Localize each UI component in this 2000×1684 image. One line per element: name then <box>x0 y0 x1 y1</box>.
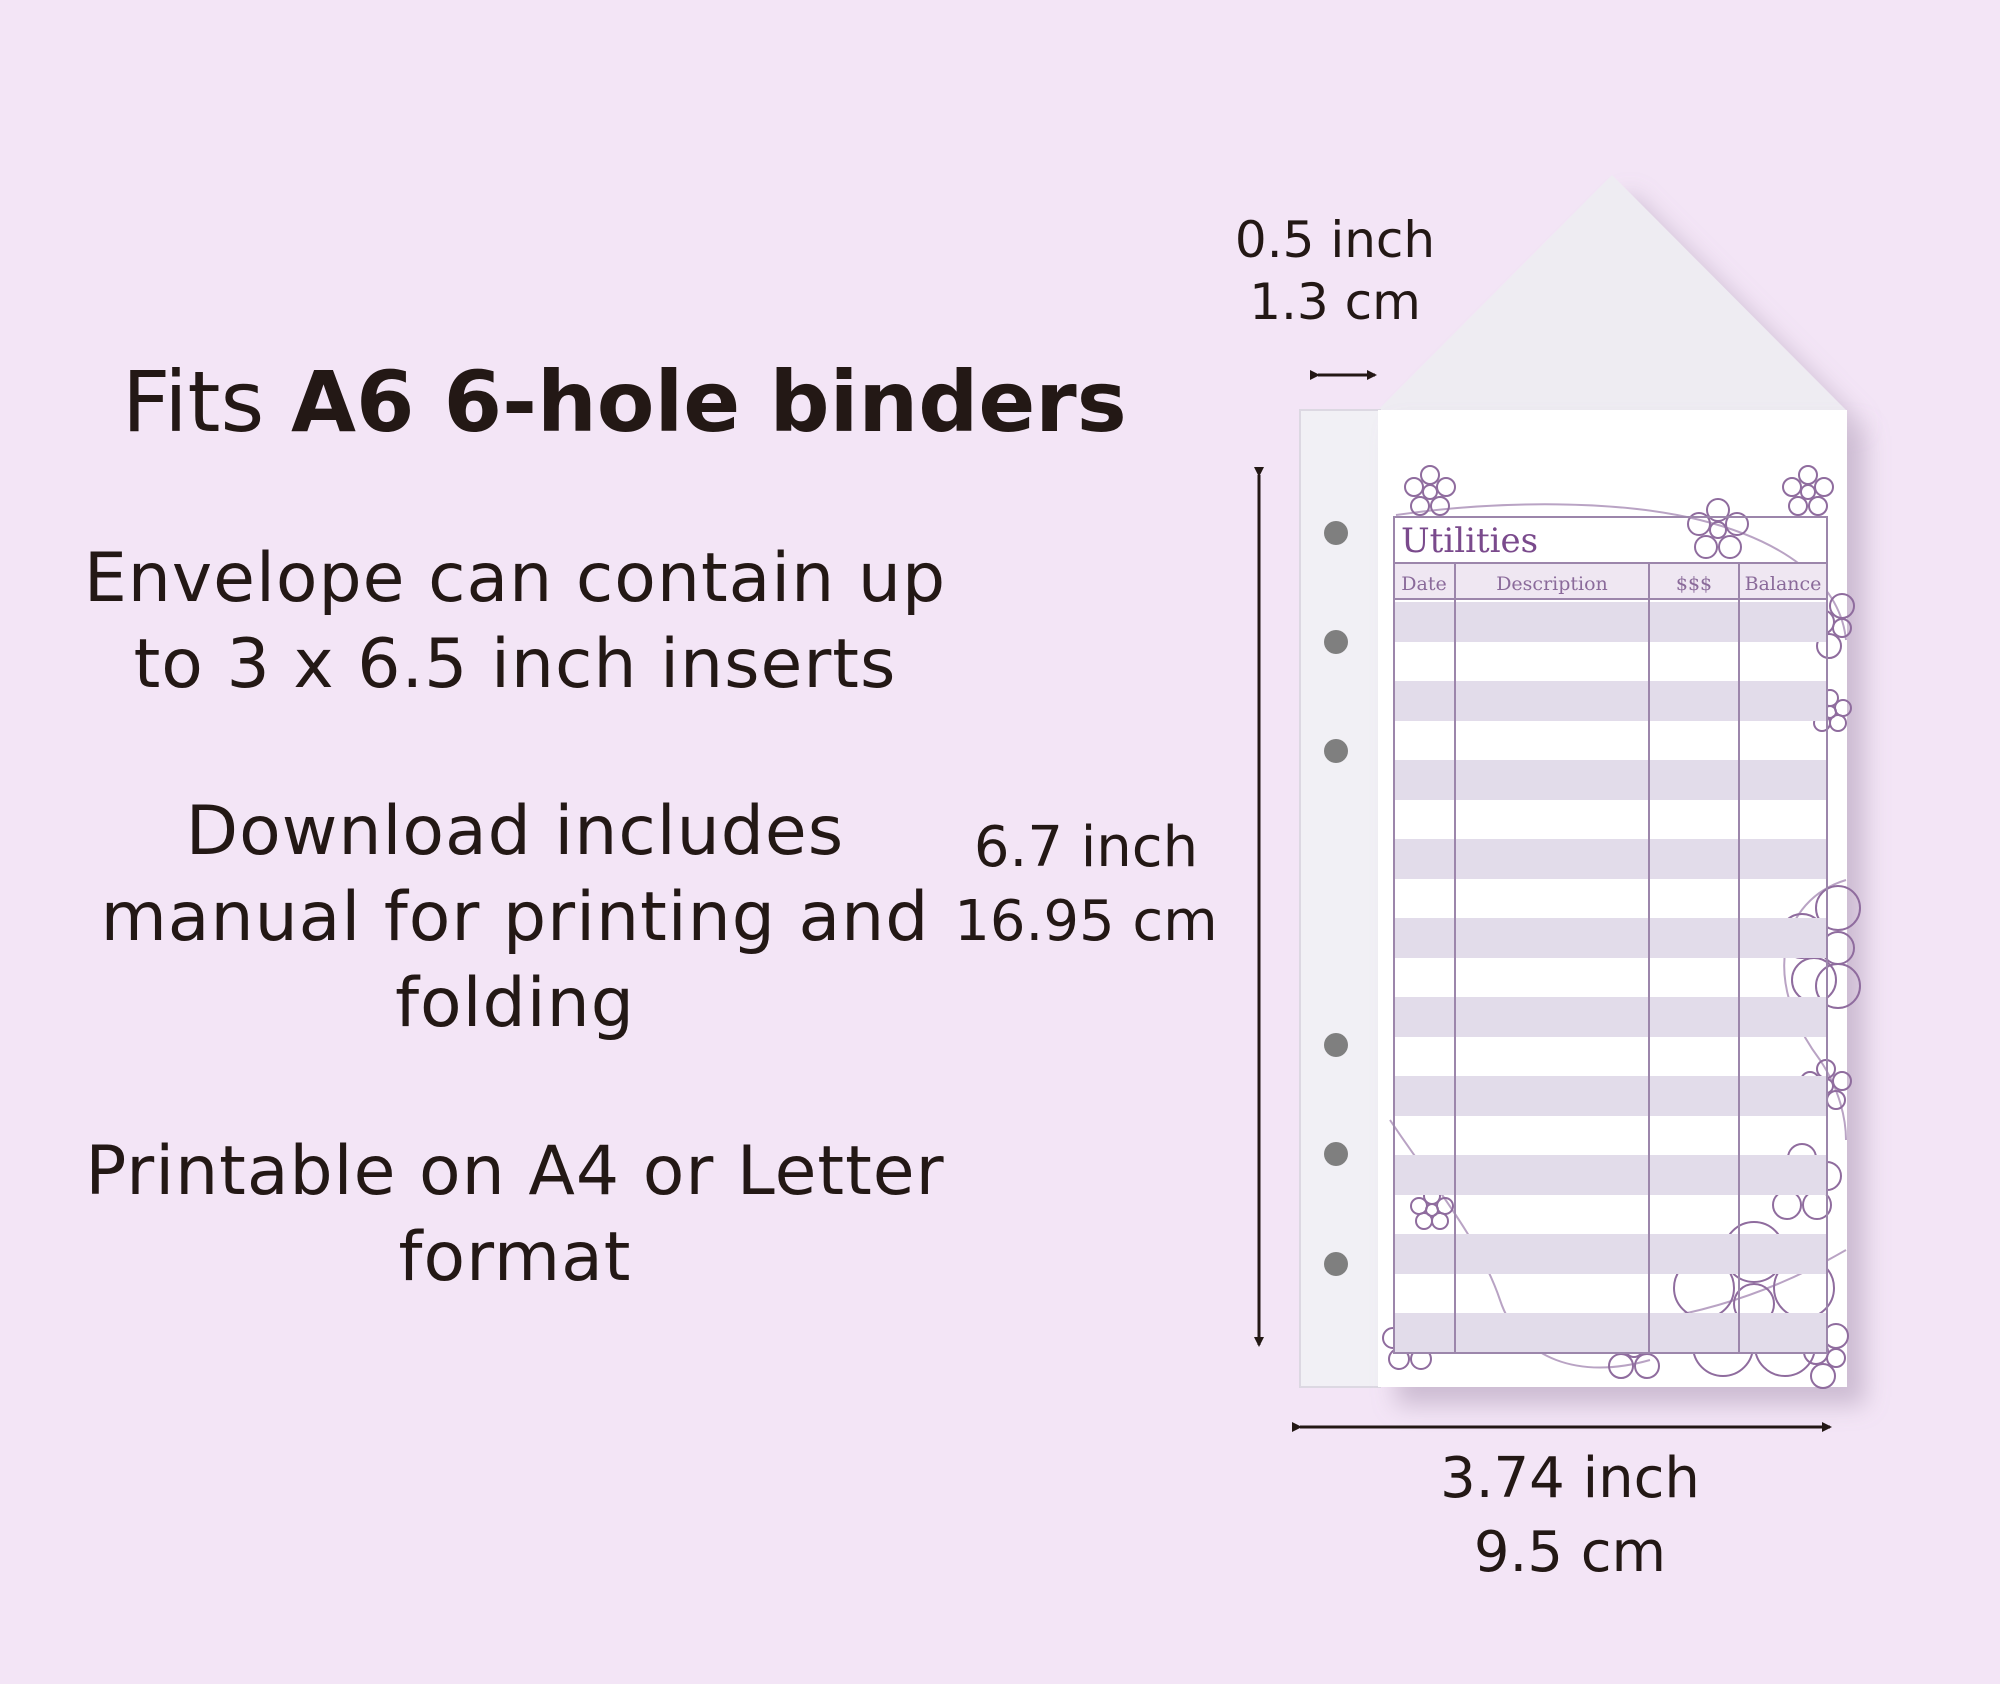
table-stripe <box>1394 1076 1827 1116</box>
punch-hole <box>1324 739 1348 763</box>
envelope-flap <box>1378 175 1846 410</box>
insert-title: Utilities <box>1401 521 1539 561</box>
feature-line: Envelope can contain up <box>83 539 947 618</box>
table-stripe <box>1394 681 1827 721</box>
column-header-date: Date <box>1401 573 1447 595</box>
tab-dimension-inch: 0.5 inch <box>1234 211 1436 269</box>
column-header-description: Description <box>1496 573 1608 595</box>
headline-bold: A6 6-hole binders <box>290 353 1127 451</box>
feature-line: manual for printing and <box>100 878 930 957</box>
punch-hole <box>1324 1142 1348 1166</box>
punch-hole <box>1324 630 1348 654</box>
feature-line: folding <box>395 964 635 1043</box>
feature-line: format <box>398 1218 632 1297</box>
table-stripe <box>1394 760 1827 800</box>
table-stripe <box>1394 918 1827 958</box>
headline-prefix: Fits <box>122 353 291 451</box>
punch-hole <box>1324 1252 1348 1276</box>
punch-hole <box>1324 1033 1348 1057</box>
feature-line: to 3 x 6.5 inch inserts <box>133 625 897 704</box>
width-dimension-cm: 9.5 cm <box>1473 1520 1667 1585</box>
punch-hole <box>1324 521 1348 545</box>
table-stripe <box>1394 1155 1827 1195</box>
width-dimension-inch: 3.74 inch <box>1440 1446 1700 1511</box>
column-header-amount: $$$ <box>1675 573 1713 595</box>
width-dimension-label <box>1400 1442 1740 1590</box>
table-stripe <box>1394 997 1827 1037</box>
height-dimension-label <box>936 811 1236 959</box>
table-stripe <box>1394 1313 1827 1353</box>
binder-strip <box>1300 410 1380 1387</box>
height-dimension-inch: 6.7 inch <box>973 815 1199 880</box>
feature-line: Download includes <box>185 792 845 871</box>
feature-line: Printable on A4 or Letter <box>85 1132 945 1211</box>
table-stripe <box>1394 839 1827 879</box>
column-header-balance: Balance <box>1744 573 1822 595</box>
table-stripe <box>1394 1234 1827 1274</box>
tab-dimension-label <box>1230 209 1440 333</box>
tab-dimension-cm: 1.3 cm <box>1249 273 1421 331</box>
height-dimension-cm: 16.95 cm <box>954 889 1218 954</box>
table-stripe <box>1394 602 1827 642</box>
